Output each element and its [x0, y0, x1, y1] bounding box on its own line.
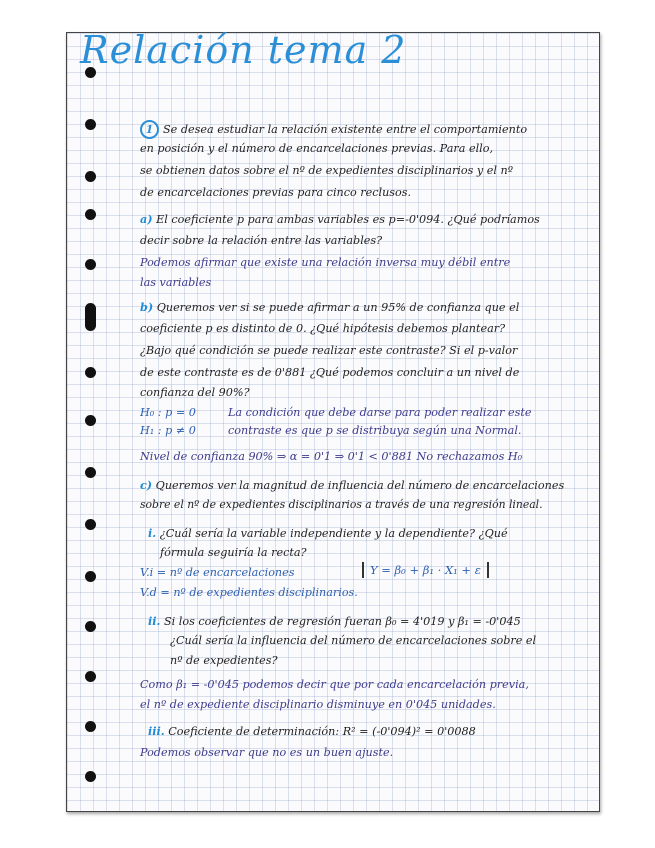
part-b-line: confianza del 90%? [140, 386, 250, 399]
part-a-line: decir sobre la relación entre las variables? [140, 234, 383, 247]
question-1-line: se obtienen datos sobre el nº de expedientes disciplinarios y el nº [140, 164, 514, 177]
question-1-line: en posición y el número de encarcelaciones previas. Para ello, [140, 142, 494, 155]
subquestion-ii-answer: el nº de expediente disciplinario disminuye en 0'045 unidades. [140, 698, 496, 711]
part-c-label: c) [140, 478, 153, 492]
binder-hole [85, 367, 96, 378]
question-number-badge: 1 [140, 120, 159, 139]
subquestion-ii-answer: Como β₁ = -0'045 podemos decir que por cada encarcelación previa, [140, 678, 529, 691]
binder-hole [85, 467, 96, 478]
question-1-line: 1 Se desea estudiar la relación existente entre el comportamiento [140, 120, 527, 139]
binder-hole [85, 621, 96, 632]
binder-hole [85, 259, 96, 270]
question-1-line: de encarcelaciones previas para cinco reclusos. [140, 186, 412, 199]
part-a-answer: las variables [140, 276, 212, 289]
subquestion-i: i. ¿Cuál sería la variable independiente y la dependiente? ¿Qué [148, 526, 508, 540]
binder-hole [85, 415, 96, 426]
subquestion-iii-label: iii. [148, 724, 165, 738]
subquestion-i-line: fórmula seguiría la recta? [160, 546, 307, 559]
part-b-line: de este contraste es de 0'881 ¿Qué podemos concluir a un nivel de [140, 366, 520, 379]
part-b-label: b) [140, 300, 154, 314]
binder-hole [85, 671, 96, 682]
part-b-line: b) Queremos ver si se puede afirmar a un 95% de confianza que el [140, 300, 520, 314]
dependent-variable: V.d = nº de expedientes disciplinarios. [140, 586, 358, 599]
null-hypothesis: H₀ : p = 0 [140, 406, 196, 419]
condition-text: contraste es que p se distribuya según una Normal. [228, 424, 522, 437]
subquestion-i-label: i. [148, 526, 157, 540]
independent-variable: V.i = nº de encarcelaciones [140, 566, 295, 579]
subquestion-ii-line: ¿Cuál sería la influencia del número de encarcelaciones sobre el [170, 634, 537, 647]
regression-formula-box: Y = β₀ + β₁ · X₁ + ε [362, 562, 489, 578]
binder-hole [85, 721, 96, 732]
part-c-line: sobre el nº de expedientes disciplinarios a través de una regresión lineal. [140, 498, 543, 511]
part-a-answer: Podemos afirmar que existe una relación inversa muy débil entre [140, 256, 511, 269]
part-b-line: coeficiente p es distinto de 0. ¿Qué hipótesis debemos plantear? [140, 322, 506, 335]
part-a-label: a) [140, 212, 153, 226]
alternative-hypothesis: H₁ : p ≠ 0 [140, 424, 196, 437]
binder-hole [85, 209, 96, 220]
page-title: Relación tema 2 [80, 28, 407, 72]
subquestion-iii-answer: Podemos observar que no es un buen ajuste. [140, 746, 394, 759]
binder-hole [85, 171, 96, 182]
binder-hole [85, 571, 96, 582]
part-c-line: c) Queremos ver la magnitud de influencia del número de encarcelaciones [140, 478, 565, 492]
subquestion-ii-label: ii. [148, 614, 161, 628]
binder-hole [85, 771, 96, 782]
subquestion-ii: ii. Si los coeficientes de regresión fueran β₀ = 4'019 y β₁ = -0'045 [148, 614, 521, 628]
part-a-line: a) El coeficiente p para ambas variables es p=-0'094. ¿Qué podríamos [140, 212, 540, 226]
binder-hole [85, 119, 96, 130]
part-b-conclusion: Nivel de confianza 90% ⇒ α = 0'1 ⇒ 0'1 < 0'881 No rechazamos H₀ [140, 450, 523, 463]
binder-hole [85, 519, 96, 530]
subquestion-ii-line: nº de expedientes? [170, 654, 278, 667]
part-b-line: ¿Bajo qué condición se puede realizar este contraste? Si el p-valor [140, 344, 518, 357]
condition-text: La condición que debe darse para poder realizar este [228, 406, 532, 419]
subquestion-iii: iii. Coeficiente de determinación: R² = (-0'094)² = 0'0088 [148, 724, 476, 738]
binder-hole [85, 303, 96, 331]
